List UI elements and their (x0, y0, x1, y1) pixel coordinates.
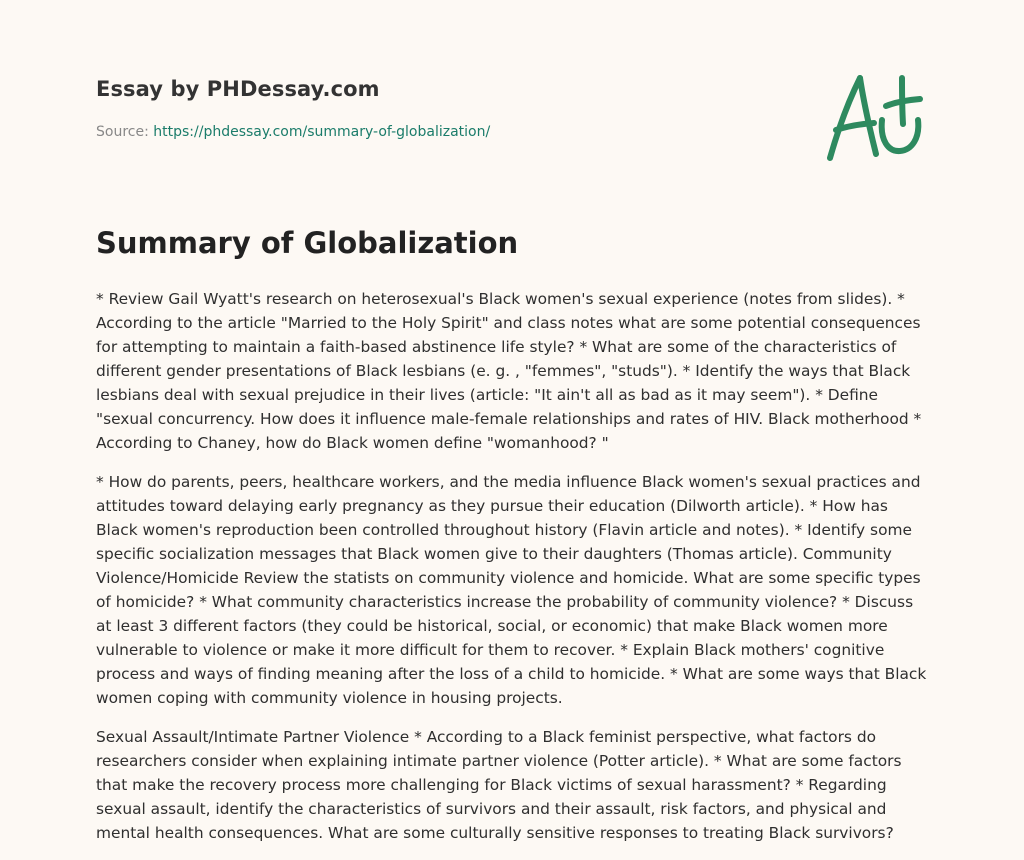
essay-body (96, 287, 928, 860)
source-label: Source: (96, 124, 149, 140)
source-link[interactable]: https://phdessay.com/summary-of-globalization/ (153, 124, 491, 140)
site-title: Essay by PHDessay.com (96, 77, 380, 101)
essay-paragraph: * Review Gail Wyatt's research on heterosexual's Black women's sexual experience (notes from slides). * According to the article "Married to the Holy Spirit" and class notes what are some potential consequences for attempting to maintain a faith-based abstinence life style? * What are some of the characteristics of different gender presentations of Black lesbians (e. g. , "femmes", "studs"). * Identify the ways that Black lesbians deal with sexual prejudice in their lives (article: "It ain't all as bad as it may seem"). * Define "sexual concurrency. How does it influence male-female relationships and rates of HIV. Black motherhood * According to Chaney, how do Black women define "womanhood? " (96, 290, 922, 452)
essay-paragraph: * How do parents, peers, healthcare workers, and the media influence Black women's sexual practices and attitudes toward delaying early pregnancy as they pursue their education (Dilworth article). * How has Black women's reproduction been controlled throughout history (Flavin article and notes). * Identify some specific socialization messages that Black women give to their daughters (Thomas article). Community Violence/Homicide Review the statists on community violence and homicide. What are some specific types of homicide? * What community characteristics increase the probability of community violence? * Discuss at least 3 different factors (they could be historical, social, or economic) that make Black women more vulnerable to violence or make it more difficult for them to recover. * Explain Black mothers' cognitive process and ways of finding meaning after the loss of a child to homicide. * What are some ways that Black women coping with community violence in housing projects. (96, 473, 927, 707)
source-line (96, 124, 490, 140)
essay-title: Summary of Globalization (96, 226, 519, 260)
essay-page (96, 0, 928, 860)
a-plus-logo-icon (822, 68, 928, 164)
essay-paragraph: Sexual Assault/Intimate Partner Violence * According to a Black feminist perspective, what factors do researchers consider when explaining intimate partner violence (Potter article). * What are some factors that make the recovery process more challenging for Black victims of sexual harassment? * Regarding sexual assault, identify the characteristics of survivors and their assault, risk factors, and physical and mental health consequences. What are some culturally sensitive responses to treating Black survivors? (96, 728, 902, 842)
